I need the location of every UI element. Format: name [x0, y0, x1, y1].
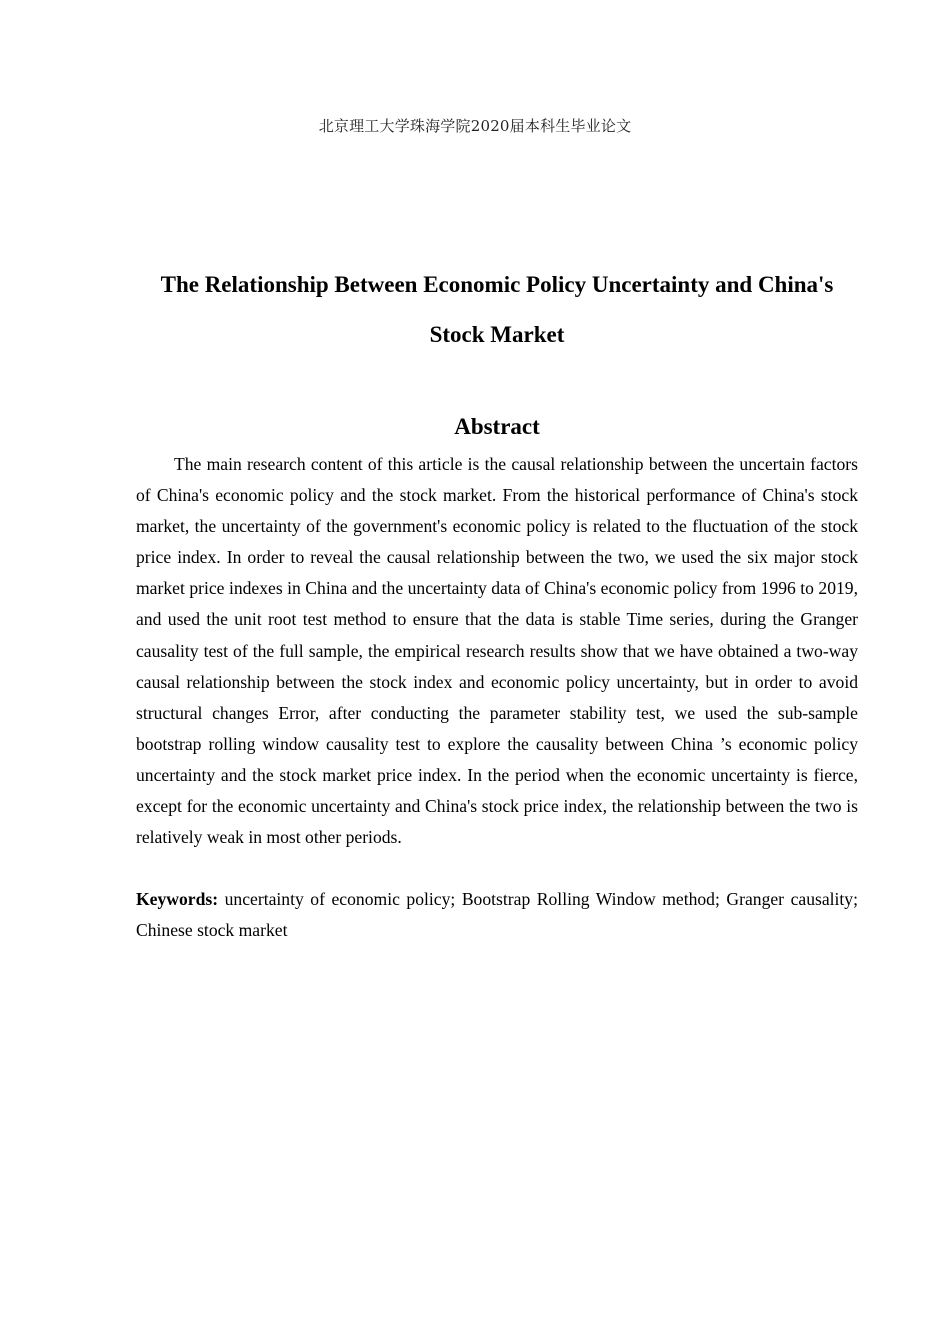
paper-title	[136, 260, 858, 360]
keywords-label: Keywords:	[136, 889, 219, 909]
keywords-text: uncertainty of economic policy; Bootstrap Rolling Window method; Granger causality; Chinese stock market	[136, 889, 858, 941]
abstract-heading: Abstract	[454, 414, 540, 439]
paper-title-line-2: Stock Market	[429, 322, 565, 347]
page-header: 北京理工大学珠海学院2020届本科生毕业论文	[318, 117, 632, 135]
paper-title-line-1: The Relationship Between Economic Policy Uncertainty and China's	[160, 272, 834, 297]
abstract-body: The main research content of this article is the causal relationship between the uncertain factors of China's economic policy and the stock market. From the historical performance of China's stock market, the uncertainty of the government's economic policy is related to the fluctuation of the stock price index. In order to reveal the causal relationship between the two, we used the six major stock market price indexes in China and the uncertainty data of China's economic policy from 1996 to 2019, and used the unit root test method to ensure that the data is stable Time series, during the Granger causality test of the full sample, the empirical research results show that we have obtained a two-way causal relationship between the stock index and economic policy uncertainty, but in order to avoid structural changes Error, after conducting the parameter stability test, we used the sub-sample bootstrap rolling window causality test to explore the causality between China ’s economic policy uncertainty and the stock market price index. In the period when the economic uncertainty is fierce, except for the economic uncertainty and China's stock price index, the relationship between the two is relatively weak in most other periods.	[136, 454, 858, 848]
keywords-paragraph	[136, 884, 858, 946]
